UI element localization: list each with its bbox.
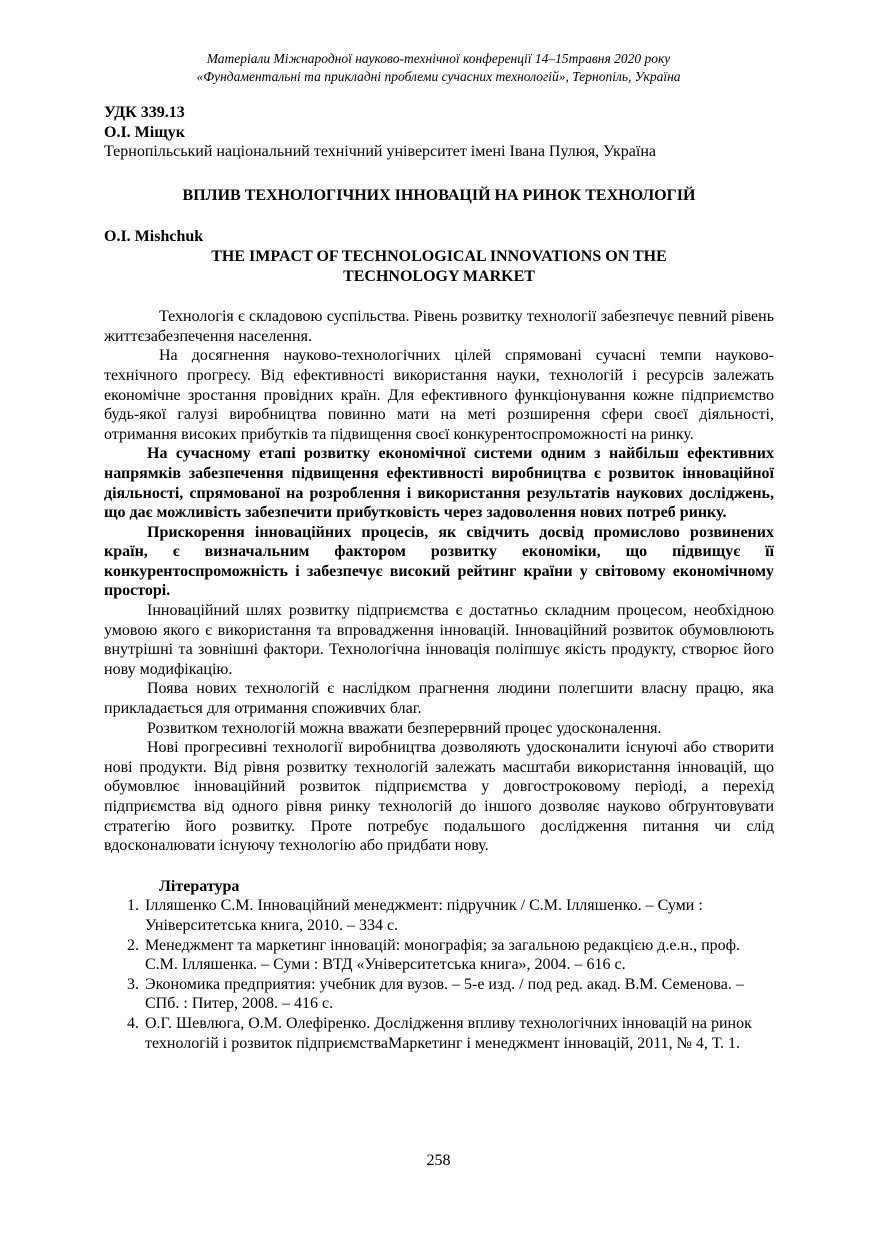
page-number: 258 — [426, 1152, 451, 1169]
paragraph-1: Технологія є складовою суспільства. Рівень розвитку технології забезпечує певний рівень життєзабезпечення населення. — [104, 308, 774, 345]
udk-code: УДК 339.13 — [104, 104, 185, 121]
literature-heading: Література — [159, 877, 240, 895]
paragraph-2: На досягнення науково-технологічних цілей спрямовані сучасні темпи науково-технічного прогресу. Від ефективності використання науки, технологій і ресурсів залежать економічне зростання провідних країн. Для ефективного функціонування кожне підприємство будь-якої галузі виробництва повинно мати на меті розширення сфери своєї діяльності, отримання високих прибутків та підвищення своєї конкурентоспроможності на ринку. — [104, 347, 774, 443]
body-text — [104, 307, 774, 856]
title-en-line-1: THE IMPACT OF TECHNOLOGICAL INNOVATIONS ON THE — [211, 247, 667, 265]
paragraph-5: Інноваційний шлях розвитку підприємства є достатньо складним процесом, необхідною умовою якого є використання та впровадження інновацій. Інноваційний розвиток обумовлюють внутрішні та зовнішні фактори. Технологічна інновація поліпшує якість продукту, створює його нову модифікацію. — [104, 602, 774, 678]
title-en-line-2: TECHNOLOGY MARKET — [343, 267, 535, 285]
author-en: O.I. Mishchuk — [104, 228, 204, 246]
author-ua: О.І. Міщук — [104, 123, 185, 141]
reference-item: 2. Менеджмент та маркетинг інновацій: монографія; за загальною редакцією д.е.н., проф. С.М. Ілляшенка. – Суми : ВТД «Університетська книга», 2004. – 616 с. — [143, 936, 774, 975]
paragraph-4: Прискорення інноваційних процесів, як свідчить досвід промислово розвинених країн, є визначальним фактором розвитку економіки, що підвищує її конкурентоспроможність і забезпечує високий рейтинг країни у світовому економічному просторі. — [104, 523, 774, 600]
affiliation: Тернопільський національний технічний університет імені Івана Пулюя, Україна — [104, 143, 656, 161]
reference-item: 1. Ілляшенко С.М. Інноваційний менеджмент: підручник / С.М. Ілляшенко. – Суми : Університетська книга, 2010. – 334 с. — [143, 896, 774, 935]
reference-list — [104, 896, 774, 1053]
paragraph-6: Поява нових технологій є наслідком прагнення людини полегшити власну працю, яка прикладається для отримання споживчих благ. — [104, 680, 774, 718]
paragraph-7: Розвитком технологій можна вважати безперервний процес удосконалення. — [147, 719, 662, 737]
paragraph-3: На сучасному етапі розвитку економічної системи одним з найбільш ефективних напрямків забезпечення підвищення ефективності виробництва є розвиток інноваційної діяльності, спрямованої на розроблення і використання результатів наукових досліджень, що дає можливість забезпечити прибутковість через задоволення нових потреб ринку. — [104, 445, 774, 522]
title-ua: ВПЛИВ ТЕХНОЛОГІЧНИХ ІННОВАЦІЙ НА РИНОК ТЕХНОЛОГІЙ — [182, 186, 696, 204]
paragraph-8: Нові прогресивні технології виробництва дозволяють удосконалити існуючі або створити нові продукти. Від рівня розвитку технологій залежать масштаби використання інновацій, що обумовлює інноваційний розвиток підприємства у довгостроковому періоді, а перехід підприємства від одного рівня ринку технологій до іншого дозволяє науково обґрунтовувати стратегію його розвитку. Проте потребує подальшого дослідження питання чи слід вдосконалювати існуючу технологію або придбати нову. — [104, 739, 774, 855]
header-line-2: «Фундаментальні та прикладні проблеми сучасних технологій», Тернопіль, Україна — [196, 69, 681, 84]
header-line-1: Матеріали Міжнародної науково-технічної конференції 14–15травня 2020 року — [206, 51, 671, 66]
reference-item: 4. О.Г. Шевлюга, О.М. Олефіренко. Дослідження впливу технологічних інновацій на ринок технологій і розвиток підприємстваМаркетинг і менеджмент інновацій, 2011, № 4, Т. 1. — [143, 1014, 774, 1053]
reference-item: 3. Экономика предприятия: учебник для вузов. – 5-е изд. / под ред. акад. В.М. Семенова. – СПб. : Питер, 2008. – 416 с. — [143, 975, 774, 1014]
title-en — [104, 247, 774, 286]
conference-header — [0, 50, 877, 86]
article-body — [104, 103, 774, 1053]
